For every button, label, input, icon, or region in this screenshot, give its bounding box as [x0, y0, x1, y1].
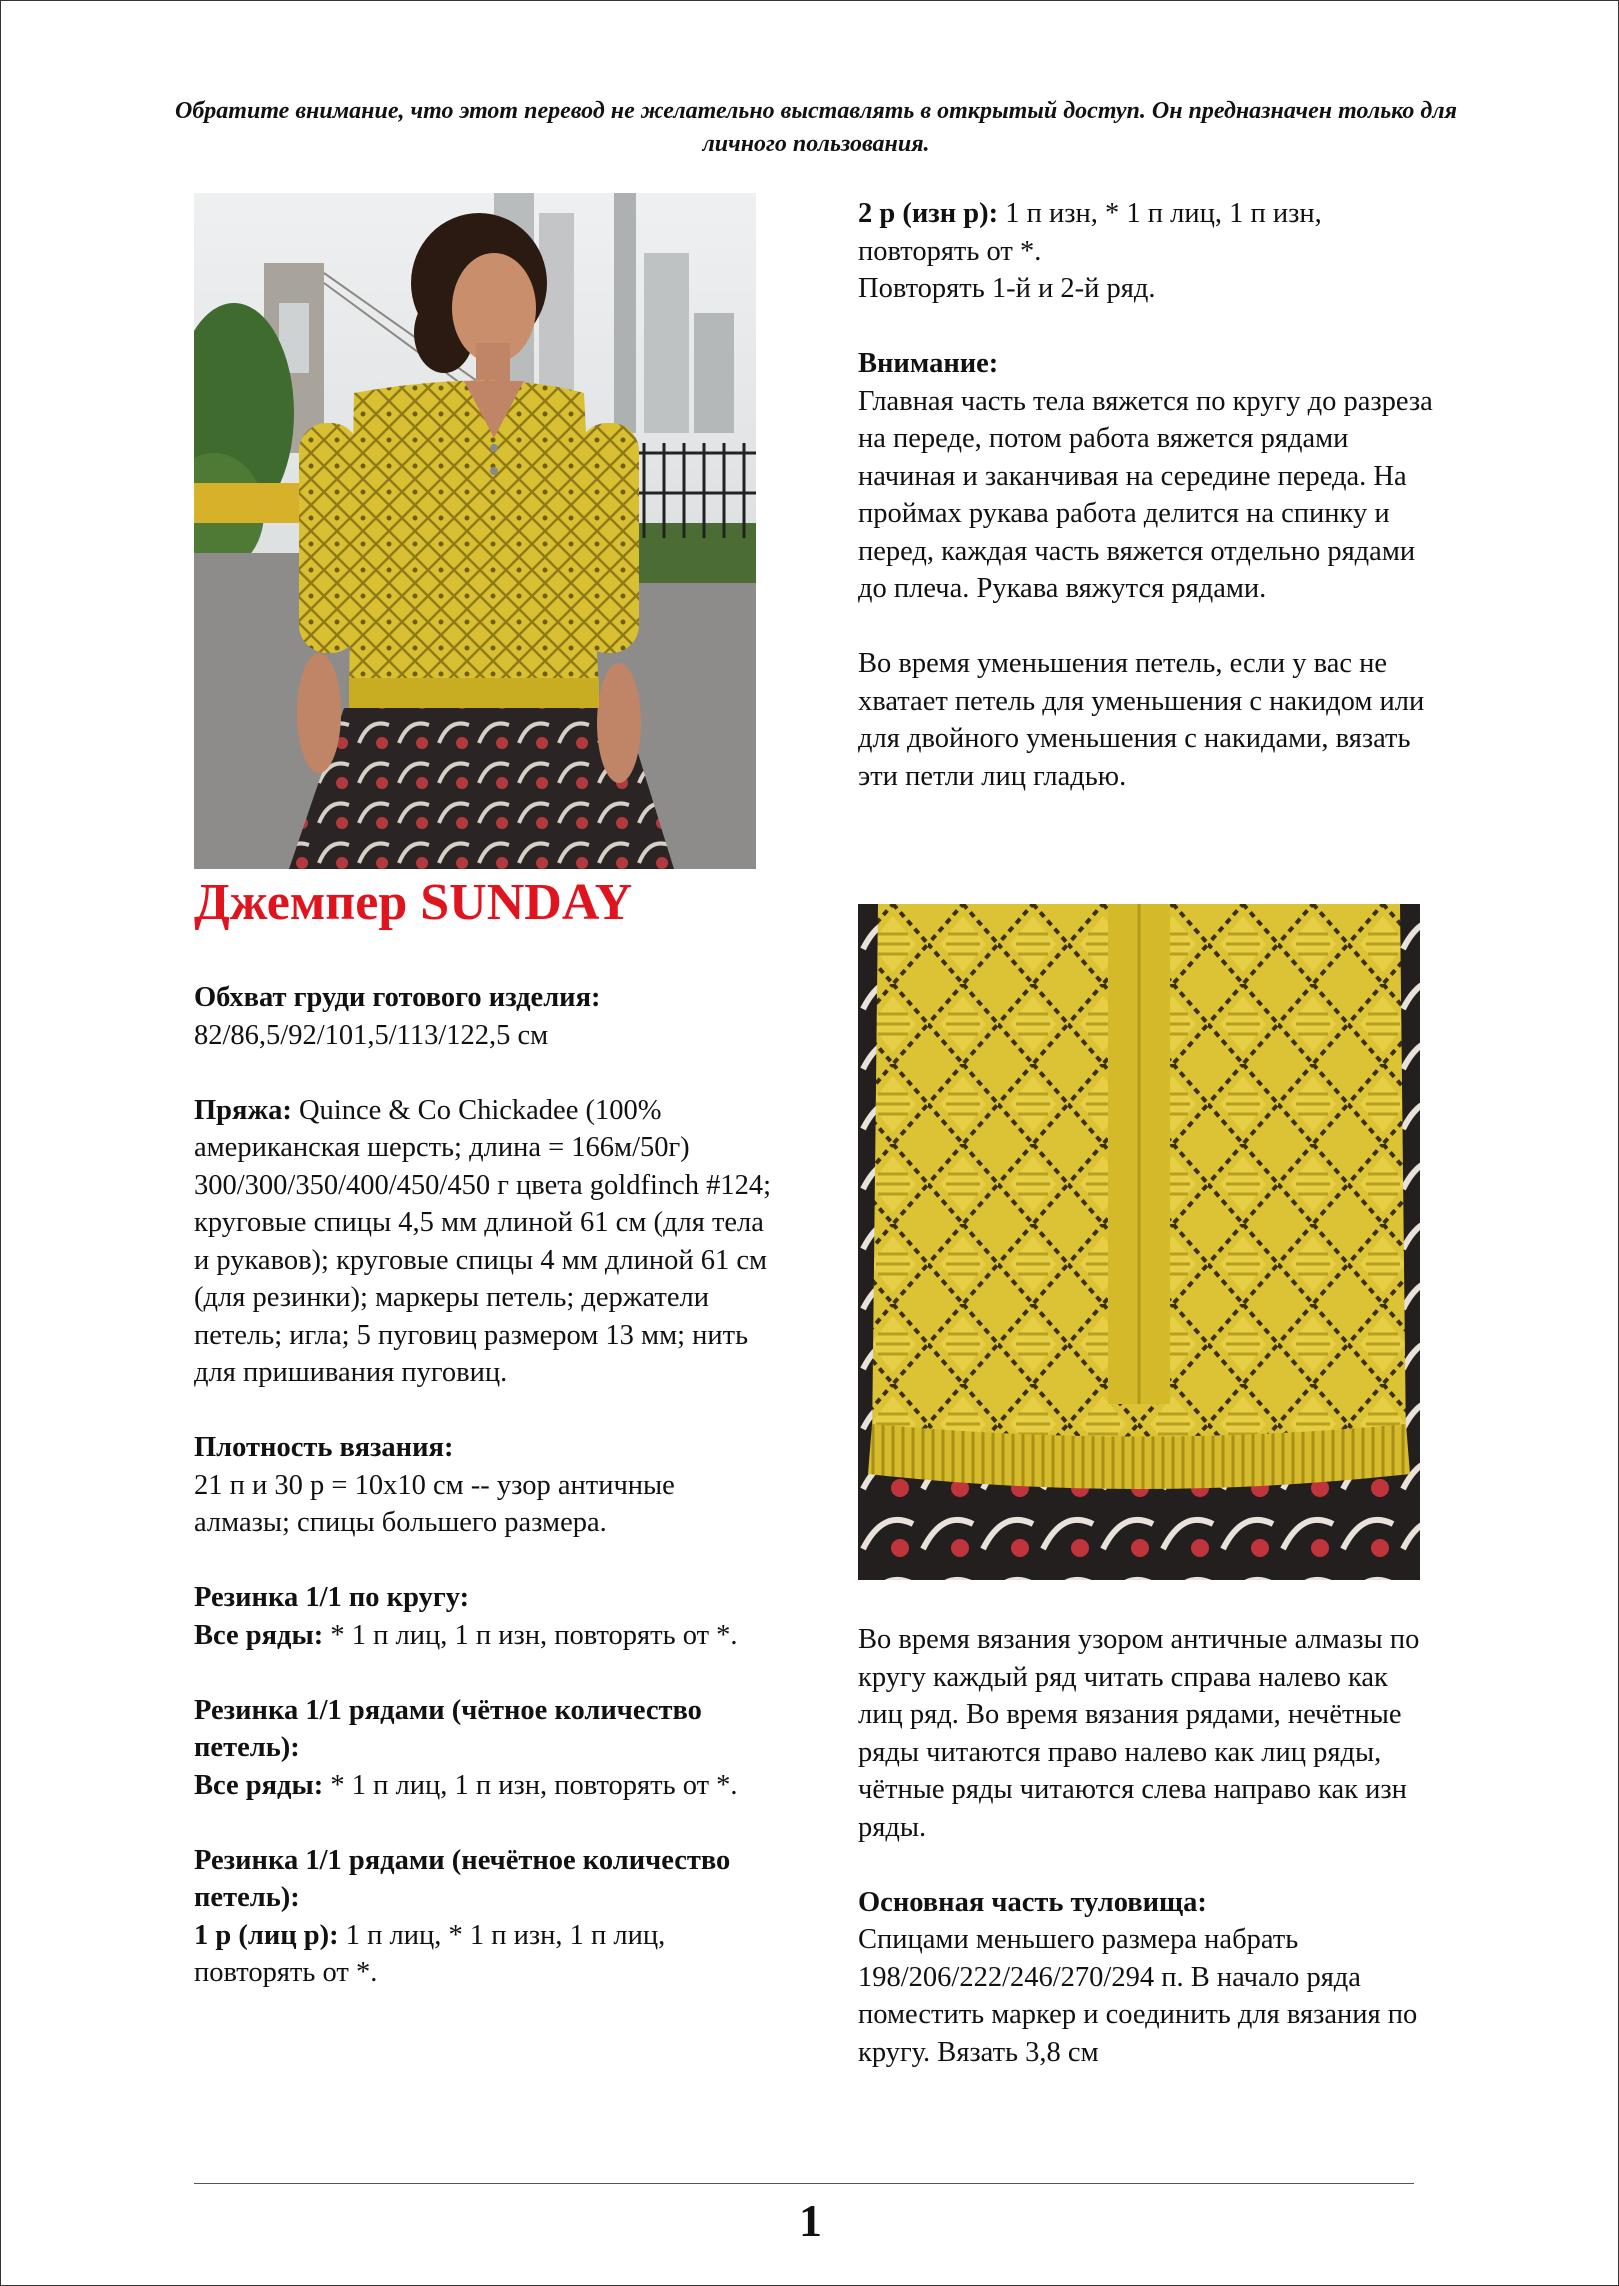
- main-photo: [194, 193, 756, 869]
- body-section: [858, 1884, 1438, 2072]
- rib-round-heading: Резинка 1/1 по кругу:: [194, 1582, 470, 1613]
- page-number: 1: [799, 2195, 822, 2246]
- footer-divider: [194, 2183, 1414, 2184]
- right-column-top: [858, 195, 1438, 795]
- bust-section: [194, 979, 774, 1054]
- rib-round-text: * 1 п лиц, 1 п изн, повторять от *.: [330, 1619, 738, 1651]
- gauge-heading: Плотность вязания:: [194, 1432, 454, 1463]
- yarn-heading: Пряжа:: [194, 1094, 292, 1126]
- usage-notice: Обратите внимание, что этот перевод не желательно выставлять в открытый доступ. Он предназначен только для личного пользования.: [175, 98, 1457, 157]
- rib-odd-repeat: Повторять 1-й и 2-й ряд.: [858, 273, 1156, 304]
- pattern-title: Джемпер SUNDAY: [194, 874, 633, 931]
- detail-photo-illustration: [858, 904, 1420, 1580]
- detail-photo: [858, 904, 1420, 1580]
- rib-round-section: [194, 1579, 774, 1654]
- right-column-bottom: [858, 1621, 1438, 2071]
- main-photo-illustration: [194, 193, 756, 869]
- rib-odd-section: [194, 1842, 774, 1992]
- rib-even-label: Все ряды:: [194, 1769, 324, 1801]
- rib-odd-heading: Резинка 1/1 рядами (нечётное количество петель):: [194, 1844, 731, 1913]
- gauge-text: 21 п и 30 р = 10x10 см -- узор античные алмазы; спицы большего размера.: [194, 1469, 675, 1538]
- pattern-note: Во время вязания узором античные алмазы по кругу каждый ряд читать справа налево как лиц ряд. Во время вязания рядами, нечётные ряды читаются право налево как лиц ряды, чётные ряды читаются слева направо как изн ряды.: [858, 1624, 1420, 1843]
- yarn-text: Quince & Co Chickadee (100% американская шерсть; длина = 166м/50г) 300/300/350/400/450/450 г цвета goldfinch #124; круговые спицы 4,5 мм длиной 61 см (для тела и рукавов); круговые спицы 4 мм длиной 61 см (для резинки); маркеры петель; держатели петель; игла; 5 пуговиц размером 13 мм; нить для пришивания пуговиц.: [194, 1094, 772, 1388]
- attention-text: Главная часть тела вяжется по кругу до разреза на переде, потом работа вяжется рядами начиная и заканчивая на середине переда. На проймах рукава работа делится на спинку и перед, каждая часть вяжется отдельно рядами до плеча. Рукава вяжутся рядами.: [858, 385, 1433, 604]
- rib-odd-row1-label: 1 р (лиц р):: [194, 1919, 339, 1951]
- rib-round-label: Все ряды:: [194, 1619, 324, 1651]
- rib-odd-row2-label: 2 р (изн р):: [858, 198, 999, 229]
- bust-value: 82/86,5/92/101,5/113/122,5 см: [194, 1019, 549, 1051]
- rib-odd-row2-text: 1 п изн, * 1 п лиц, 1 п изн, повторять от *.: [858, 198, 1322, 267]
- yarn-section: [194, 1092, 774, 1392]
- attention-heading: Внимание:: [858, 348, 999, 379]
- rib-even-text: * 1 п лиц, 1 п изн, повторять от *.: [330, 1769, 738, 1801]
- left-column: [194, 979, 774, 1992]
- body-text: Спицами меньшего размера набрать 198/206/222/246/270/294 п. В начало ряда поместить маркер и соединить для вязания по кругу. Вязать 3,8 см: [858, 1924, 1418, 2068]
- bust-heading: Обхват груди готового изделия:: [194, 982, 601, 1013]
- rib-odd-row1-text: 1 п лиц, * 1 п изн, 1 п лиц, повторять от *.: [194, 1919, 666, 1988]
- rib-odd-continued: [858, 195, 1438, 308]
- rib-even-section: [194, 1692, 774, 1805]
- attention-section: [858, 345, 1438, 608]
- rib-even-heading: Резинка 1/1 рядами (чётное количество петель):: [194, 1694, 702, 1763]
- body-heading: Основная часть туловища:: [858, 1886, 1207, 1918]
- gauge-section: [194, 1429, 774, 1542]
- decrease-note: Во время уменьшения петель, если у вас не хватает петель для уменьшения с накидом или для двойного уменьшения с накидами, вязать эти петли лиц гладью.: [858, 648, 1425, 792]
